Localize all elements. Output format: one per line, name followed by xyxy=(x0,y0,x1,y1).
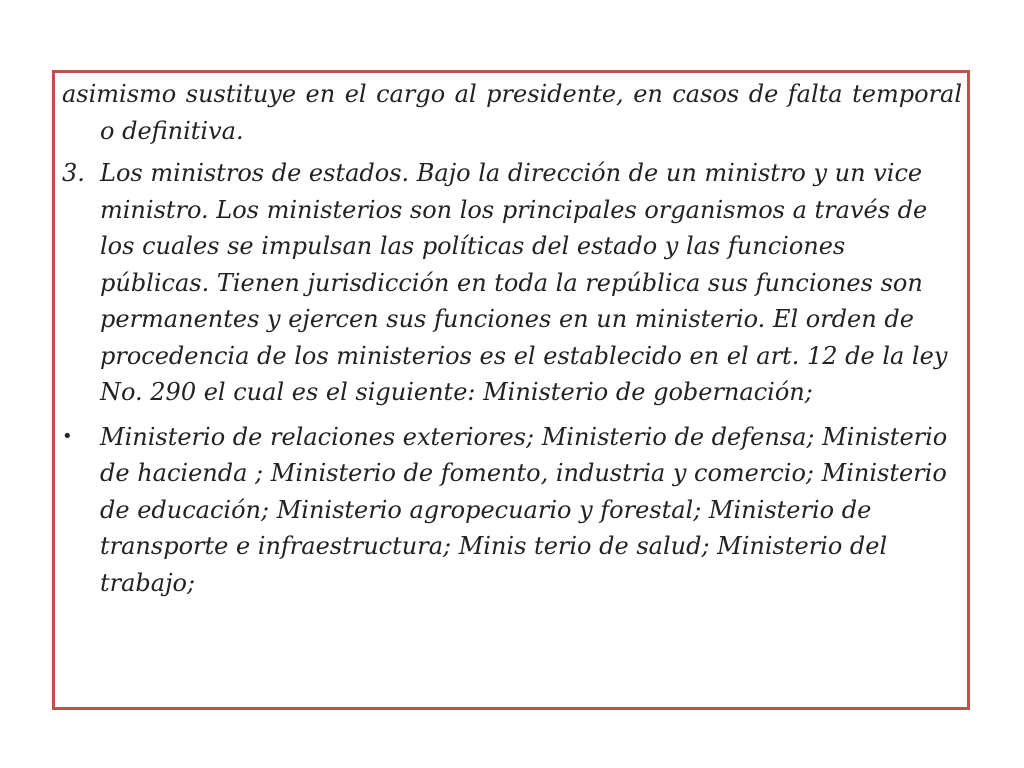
paragraph-continuation-text: asimismo sustituye en el cargo al presidente, en casos de falta temporal o definitiva. xyxy=(62,80,962,145)
slide-text-body xyxy=(62,76,962,601)
numbered-paragraph-text: Los ministros de estados. Bajo la dirección de un ministro y un vice ministro. Los ministerios son los principales organismos a través de los cuales se impulsan las políticas del estado y las funciones públicas. Tienen jurisdicción en toda la república sus funciones son permanentes y ejercen sus funciones en un ministerio. El orden de procedencia de los ministerios es el establecido en el art. 12 de la ley No. 290 el cual es el siguiente: Ministerio de gobernación; xyxy=(100,159,948,406)
bullet-paragraph-text: Ministerio de relaciones exteriores; Ministerio de defensa; Ministerio de hacienda ; Ministerio de fomento, industria y comercio; Ministerio de educación; Ministerio agropecuario y forestal; Ministerio de transporte e infraestructura; Minis terio de salud; Ministerio del trabajo; xyxy=(100,422,948,597)
paragraph-continuation xyxy=(62,76,962,149)
list-number: 3. xyxy=(62,159,85,187)
numbered-paragraph-3 xyxy=(62,155,962,411)
bullet-icon: • xyxy=(62,425,73,447)
bullet-paragraph xyxy=(62,419,962,602)
